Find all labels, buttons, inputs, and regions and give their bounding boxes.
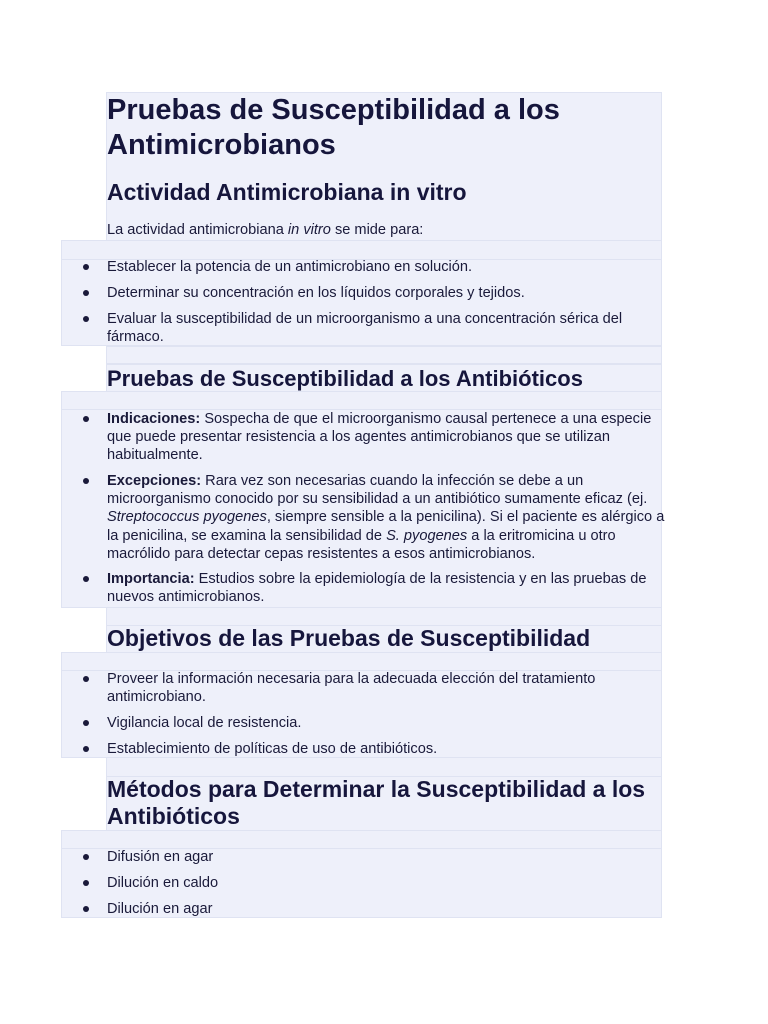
- list-item-excepciones: Excepciones: Rara vez son necesarias cuando la infección se debe a un microorganismo conocido por su sensibilidad a un antibiótico sumamente eficaz (ej. Streptococcus pyogenes, siempre sensible a la penicilina). Si el paciente es alérgico a la penicilina, se examina la sensibilidad de S. pyogenes a la eritromicina u otro macrólido para detectar cepas resistentes a esos antimicrobianos.: [107, 473, 665, 562]
- list-block-2-spacer: [61, 391, 662, 410]
- bullet-icon: [83, 720, 89, 726]
- list-block-1-spacer: [61, 240, 662, 260]
- list-item-importancia: Importancia: Estudios sobre la epidemiología de la resistencia y en las pruebas de nuevos antimicrobianos.: [107, 571, 647, 606]
- list-block-3-spacer: [61, 652, 662, 671]
- list-item: Proveer la información necesaria para la adecuada elección del tratamiento antimicrobiano.: [107, 671, 596, 706]
- section-heading-pruebas: Pruebas de Susceptibilidad a los Antibióticos: [107, 366, 583, 391]
- bullet-icon: [83, 576, 89, 582]
- section-heading-objetivos: Objetivos de las Pruebas de Susceptibilidad: [107, 625, 591, 651]
- heading-block-2-spacer: [106, 346, 662, 364]
- section-heading-metodos-line-1: Métodos para Determinar la Susceptibilidad a los: [107, 776, 646, 802]
- list-item: Determinar su concentración en los líquidos corporales y tejidos.: [107, 285, 525, 301]
- bullet-icon: [83, 676, 89, 682]
- list-item: Difusión en agar: [107, 849, 214, 865]
- bullet-icon: [83, 880, 89, 886]
- page-title-line-1: Pruebas de Susceptibilidad a los: [107, 94, 560, 126]
- bullet-icon: [83, 906, 89, 912]
- page-title-line-2: Antimicrobianos: [107, 129, 336, 161]
- list-item: Establecer la potencia de un antimicrobiano en solución.: [107, 259, 473, 275]
- heading-block-3-spacer: [106, 607, 662, 626]
- section-heading-actividad: Actividad Antimicrobiana in vitro: [107, 179, 467, 205]
- list-block-4-spacer: [61, 830, 662, 849]
- list-item-indicaciones: Indicaciones: Sospecha de que el microorganismo causal pertenece a una especie que puede presentar resistencia a los agentes antimicrobianos que se utilizan habitualmente.: [107, 411, 652, 464]
- list-item: Dilución en agar: [107, 901, 213, 917]
- section-intro: La actividad antimicrobiana in vitro se mide para:: [107, 222, 424, 238]
- list-item: Establecimiento de políticas de uso de antibióticos.: [107, 741, 438, 757]
- bullet-icon: [83, 854, 89, 860]
- bullet-icon: [83, 416, 89, 422]
- bullet-icon: [83, 290, 89, 296]
- bullet-icon: [83, 746, 89, 752]
- list-item: Evaluar la susceptibilidad de un microorganismo a una concentración sérica del fármaco.: [107, 311, 623, 346]
- bullet-icon: [83, 478, 89, 484]
- list-item: Vigilancia local de resistencia.: [107, 715, 302, 731]
- bullet-icon: [83, 264, 89, 270]
- section-heading-metodos-line-2: Antibióticos: [107, 803, 240, 829]
- bullet-icon: [83, 316, 89, 322]
- heading-block-4-spacer: [106, 757, 662, 777]
- list-item: Dilución en caldo: [107, 875, 219, 891]
